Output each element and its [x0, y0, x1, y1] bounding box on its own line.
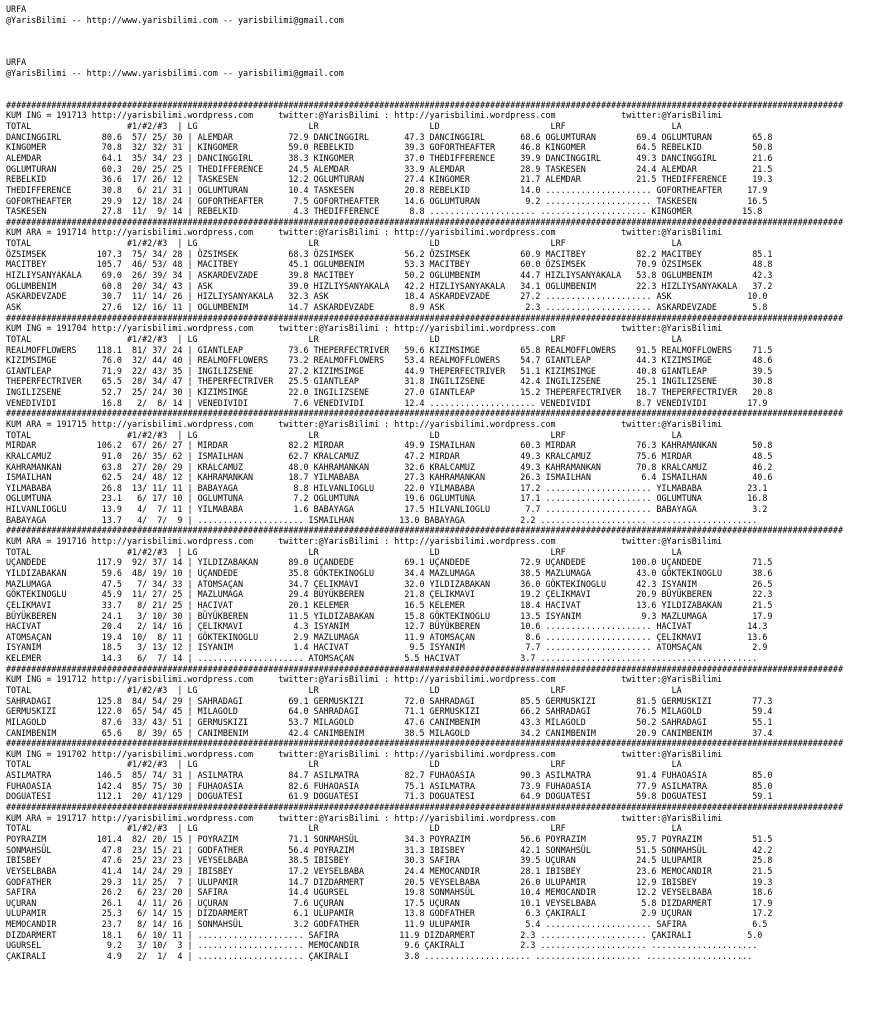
result-row: KAHRAMANKAN 63.8 27/ 20/ 29 | KRALCAMUZ 48.0 KAHRAMANKAN 32.6 KRALCAMUZ 49.3 KAHRAMANKAN 70.8 KRALCAMUZ 46.2 — [6, 461, 773, 472]
result-row: SAFIRA 26.2 6/ 23/ 20 | SAFIRA 14.4 UGURSEL 19.8 SONMAHSÜL 10.4 MEMOCANDIR 12.2 VEYSELBABA 18.6 — [6, 887, 773, 898]
result-row: UÇURAN 26.1 4/ 11/ 26 | UÇURAN 7.6 UÇURAN 17.5 UÇURAN 10.1 VEYSELBABA 5.8 DIZDARMERT 17.9 — [6, 897, 773, 908]
separator-line: ###################################################################################################################################################################### — [6, 216, 844, 227]
result-row: SAHRADAGI 125.8 84/ 54/ 29 | SAHRADAGI 69.1 GERMUSKIZI 72.0 SAHRADAGI 85.5 GERMUSKIZI 81.5 GERMUSKIZI 77.3 — [6, 695, 773, 706]
blank-line — [6, 89, 880, 100]
column-header-line: TOTAL #1/#2/#3 | LG LR LD LRF LA — [6, 685, 682, 695]
result-row: REBELKID 36.6 17/ 26/ 12 | TASKESEN 12.2 OGLUMTURAN 27.4 KINGOMER 21.7 ALEMDAR 21.5 THEDIFFERENCE 19.3 — [6, 174, 773, 185]
column-header-line: TOTAL #1/#2/#3 | LG LR LD LRF LA — [6, 121, 682, 132]
separator-line: ###################################################################################################################################################################### — [6, 663, 844, 674]
blank-line — [6, 47, 880, 58]
result-row: IBISBEY 47.6 25/ 23/ 23 | VEYSELBABA 38.5 IBISBEY 30.3 SAFIRA 39.5 UÇURAN 24.5 ULUPAMIR 25.8 — [6, 855, 773, 866]
column-header-line: TOTAL #1/#2/#3 | LG LR LD LRF LA — [6, 823, 682, 834]
blank-line — [6, 25, 880, 36]
result-row: MIRDAR 106.2 67/ 26/ 27 | MIRDAR 82.2 MIRDAR 49.9 ISMAILHAN 60.3 MIRDAR 76.3 KAHRAMANKAN 50.8 — [6, 440, 773, 451]
result-row: OGLUMTURAN 60.3 20/ 25/ 25 | THEDIFFERENCE 24.5 ALEMDAR 33.9 ALEMDAR 28.9 TASKESEN 24.4 ALEMDAR 21.5 — [6, 163, 773, 174]
result-row: GOFORTHEAFTER 29.9 12/ 18/ 24 | GOFORTHEAFTER 7.5 GOFORTHEAFTER 14.6 OGLUMTURAN 9.2 ..................... TASKESEN 16.5 — [6, 195, 768, 206]
result-row: CANIMBENIM 65.6 8/ 39/ 65 | CANIMBENIM 42.4 CANIMBENIM 38.5 MILAGOLD 34.2 CANIMBENIM 20.9 CANIMBENIM 37.4 — [6, 727, 773, 738]
result-row: MILAGOLD 87.6 33/ 43/ 51 | GERMUSKIZI 53.7 MILAGOLD 47.6 CANIMBENIM 43.3 MILAGOLD 50.2 SAHRADAGI 55.1 — [6, 716, 773, 727]
result-row: OGLUMBENIM 60.8 20/ 34/ 43 | ASK 39.0 HIZLIYSANYAKALA 42.2 HIZLIYSANYAKALA 34.1 OGLUMBENIM 22.3 HIZLIYSANYAKALA 37.2 — [6, 280, 773, 291]
result-row: BÜYÜKBEREN 24.1 3/ 10/ 30 | BÜYÜKBEREN 11.5 YILDIZABAKAN 15.8 GÖKTEKINOGLU 13.5 ISYANIM 9.3 MAZLUMAGA 17.9 — [6, 610, 773, 621]
result-row: UGURSEL 9.2 3/ 10/ 3 | ..................... MEMOCANDIR 9.6 ÇAKIRALI 2.3 ..................... ..................... — [6, 940, 758, 951]
result-row: ATOMSAÇAN 19.4 10/ 8/ 11 | GÖKTEKINOGLU 2.9 MAZLUMAGA 11.9 ATOMSAÇAN 8.6 ..................... ÇELIKMAVI 13.6 — [6, 631, 768, 642]
race-header-line: KUM ING = 191702 http://yarisbilimi.wordpress.com twitter:@YarisBilimi : http://yarisbilimi.wordpress.com twitter:@YarisBilimi — [6, 748, 722, 759]
result-row: OGLUMTUNA 23.1 6/ 17/ 10 | OGLUMTUNA 7.2 OGLUMTUNA 19.6 OGLUMTUNA 17.1 ..................... OGLUMTUNA 16.8 — [6, 493, 768, 504]
result-row: GODFATHER 29.3 11/ 25/ 7 | ULUPAMIR 14.7 DIZDARMERT 20.5 VEYSELBABA 26.0 ULUPAMIR 12.9 IBISBEY 19.3 — [6, 876, 773, 887]
race-header-line: KUM ING = 191704 http://yarisbilimi.wordpress.com twitter:@YarisBilimi : http://yarisbilimi.wordpress.com twitter:@YarisBilimi — [6, 323, 722, 334]
blank-line — [6, 36, 880, 47]
race-header-line: KUM ARA = 191716 http://yarisbilimi.wordpress.com twitter:@YarisBilimi : http://yarisbilimi.wordpress.com twitter:@YarisBilimi — [6, 536, 722, 547]
race-header-line: KUM ING = 191712 http://yarisbilimi.wordpress.com twitter:@YarisBilimi : http://yarisbilimi.wordpress.com twitter:@YarisBilimi — [6, 674, 722, 685]
result-row: DOGUATESI 112.1 20/ 41/129 | DOGUATESI 61.9 DOGUATESI 71.3 DOGUATESI 64.9 DOGUATESI 59.8 DOGUATESI 59.1 — [6, 791, 773, 802]
result-row: VENEDIVIDI 16.8 2/ 8/ 14 | VENEDIVIDI 7.6 VENEDIVIDI 12.4 ..................... VENEDIVIDI 8.7 VENEDIVIDI 17.9 — [6, 397, 768, 408]
result-row: TASKESEN 27.8 11/ 9/ 14 | REBELKID 4.3 THEDIFFERENCE 8.8 ..................... ..................... KINGOMER 15.8 — [6, 206, 763, 217]
result-row: HIZLIYSANYAKALA 69.0 26/ 39/ 34 | ASKARDEVZADE 39.8 MACITBEY 50.2 OGLUMBENIM 44.7 HIZLIYSANYAKALA 53.8 OGLUMBENIM 42.3 — [6, 270, 773, 281]
result-row: YILDIZABAKAN 59.6 48/ 19/ 10 | UÇANDEDE 35.8 GÖKTEKINOGLU 34.4 MAZLUMAGA 38.5 MAZLUMAGA 43.0 GÖKTEKINOGLU 38.6 — [6, 567, 773, 578]
column-header-line: TOTAL #1/#2/#3 | LG LR LD LRF LA — [6, 429, 682, 440]
result-row: GERMUSKIZI 122.0 65/ 54/ 45 | MILAGOLD 64.0 SAHRADAGI 71.1 GERMUSKIZI 66.2 SAHRADAGI 76.5 MILAGOLD 59.4 — [6, 706, 773, 717]
city-title: URFA — [6, 4, 27, 14]
result-row: HACIVAT 20.4 2/ 14/ 16 | ÇELIKMAVI 4.3 ISYANIM 12.7 BÜYÜKBEREN 10.6 ..................... HACIVAT 14.3 — [6, 621, 768, 632]
result-row: DANCINGGIRL 80.6 57/ 25/ 30 | ALEMDAR 72.9 DANCINGGIRL 47.3 DANCINGGIRL 68.6 OGLUMTURAN 69.4 OGLUMTURAN 65.8 — [6, 131, 773, 142]
result-row: POYRAZIM 101.4 82/ 20/ 15 | POYRAZIM 71.1 SONMAHSÜL 34.3 POYRAZIM 56.6 POYRAZIM 95.7 POYRAZIM 51.5 — [6, 833, 773, 844]
result-row: SONMAHSÜL 47.8 23/ 15/ 21 | GODFATHER 56.4 POYRAZIM 31.3 IBISBEY 42.1 SONMAHSÜL 51.5 SONMAHSÜL 42.2 — [6, 844, 773, 855]
result-row: ULUPAMIR 25.3 6/ 14/ 15 | DIZDARMERT 6.1 ULUPAMIR 13.8 GODFATHER 6.3 ÇAKIRALI 2.9 UÇURAN 17.2 — [6, 908, 773, 919]
result-row: GÖKTEKINOGLU 45.9 11/ 27/ 25 | MAZLUMAGA 29.4 BÜYÜKBEREN 21.8 ÇELIKMAVI 19.2 ÇELIKMAVI 20.9 BÜYÜKBEREN 22.3 — [6, 589, 773, 600]
race-header-line: KUM ARA = 191717 http://yarisbilimi.wordpress.com twitter:@YarisBilimi : http://yarisbilimi.wordpress.com twitter:@YarisBilimi — [6, 812, 722, 823]
result-row: ISYANIM 18.5 3/ 13/ 12 | ISYANIM 1.4 HACIVAT 9.5 ISYANIM 7.7 ..................... ATOMSAÇAN 2.9 — [6, 642, 768, 653]
race-header-line: KUM ARA = 191715 http://yarisbilimi.wordpress.com twitter:@YarisBilimi : http://yarisbilimi.wordpress.com twitter:@YarisBilimi — [6, 418, 722, 429]
column-header-line: TOTAL #1/#2/#3 | LG LR LD LRF LA — [6, 238, 682, 249]
result-row: KRALCAMUZ 91.0 26/ 35/ 62 | ISMAILHAN 62.7 KRALCAMUZ 47.2 MIRDAR 49.3 KRALCAMUZ 75.6 MIRDAR 48.5 — [6, 450, 773, 461]
result-row: YILMABABA 26.8 13/ 11/ 11 | BABAYAGA 8.8 HILVANLIOGLU 22.0 YILMABABA 17.2 ..................... YILMABABA 23.1 — [6, 482, 768, 493]
separator-line: ###################################################################################################################################################################### — [6, 99, 844, 110]
result-row: THEPERFECTRIVER 65.5 28/ 34/ 47 | THEPERFECTRIVER 25.5 GIANTLEAP 31.8 INGILIZSENE 42.4 INGILIZSENE 25.1 INGILIZSENE 30.8 — [6, 376, 773, 387]
result-row: KINGOMER 70.8 32/ 32/ 31 | KINGOMER 59.0 REBELKID 39.3 GOFORTHEAFTER 46.8 KINGOMER 64.5 REBELKID 50.8 — [6, 142, 773, 153]
result-row: ÇAKIRALI 4.9 2/ 1/ 4 | ..................... ÇAKIRALI 3.8 ..................... ..................... ..................... — [6, 951, 753, 962]
result-row: HILVANLIOGLU 13.9 4/ 7/ 11 | YILMABABA 1.6 BABAYAGA 17.5 HILVANLIOGLU 7.7 ..................... BABAYAGA 3.2 — [6, 504, 768, 515]
separator-line: ###################################################################################################################################################################### — [6, 408, 844, 419]
contact-line: @YarisBilimi -- http://www.yarisbilimi.com -- yarisbilimi@gmail.com — [6, 67, 344, 78]
result-row: BABAYAGA 13.7 4/ 7/ 9 | ..................... ISMAILHAN 13.0 BABAYAGA 2.2 ..................... ..................... — [6, 514, 758, 525]
result-row: UÇANDEDE 117.9 92/ 37/ 14 | YILDIZABAKAN 89.0 UÇANDEDE 69.1 UÇANDEDE 72.9 UÇANDEDE 100.0 UÇANDEDE 71.5 — [6, 557, 773, 568]
result-row: THEDIFFERENCE 30.8 6/ 21/ 31 | OGLUMTURAN 10.4 TASKESEN 20.8 REBELKID 14.0 ..................... GOFORTHEAFTER 17.9 — [6, 184, 768, 195]
race-header-line: KUM ARA = 191714 http://yarisbilimi.wordpress.com twitter:@YarisBilimi : http://yarisbilimi.wordpress.com twitter:@YarisBilimi — [6, 227, 722, 238]
column-header-line: TOTAL #1/#2/#3 | LG LR LD LRF LA — [6, 546, 682, 557]
result-row: REALMOFFLOWERS 118.1 81/ 37/ 24 | GIANTLEAP 73.6 THEPERFECTRIVER 59.6 KIZIMSIMGE 65.8 REALMOFFLOWERS 91.5 REALMOFFLOWERS 71.5 — [6, 344, 773, 355]
result-row: FUHAOASIA 142.4 85/ 75/ 30 | FUHAOASIA 82.6 FUHAOASIA 75.1 ASILMATRA 73.9 FUHAOASIA 77.9 ASILMATRA 85.0 — [6, 780, 773, 791]
result-row: GIANTLEAP 71.9 22/ 43/ 35 | INGILIZSENE 27.2 KIZIMSIMGE 44.9 THEPERFECTRIVER 51.1 KIZIMSIMGE 40.8 GIANTLEAP 39.5 — [6, 365, 773, 376]
result-row: ÖZSIMSEK 107.3 75/ 34/ 28 | ÖZSIMSEK 68.3 ÖZSIMSEK 56.2 ÖZSIMSEK 60.9 MACITBEY 82.2 MACITBEY 85.1 — [6, 248, 773, 259]
separator-line: ###################################################################################################################################################################### — [6, 802, 844, 813]
blank-line — [6, 78, 880, 89]
separator-line: ###################################################################################################################################################################### — [6, 738, 844, 749]
result-row: KIZIMSIMGE 76.0 32/ 44/ 40 | REALMOFFLOWERS 73.2 REALMOFFLOWERS 53.4 REALMOFFLOWERS 54.7 GIANTLEAP 44.3 KIZIMSIMGE 48.6 — [6, 355, 773, 366]
separator-line: ###################################################################################################################################################################### — [6, 312, 844, 323]
race-header-line: KUM ING = 191713 http://yarisbilimi.wordpress.com twitter:@YarisBilimi : http://yarisbilimi.wordpress.com twitter:@YarisBilimi — [6, 110, 722, 121]
column-header-line: TOTAL #1/#2/#3 | LG LR LD LRF LA — [6, 759, 682, 770]
result-row: DIZDARMERT 18.1 6/ 10/ 11 | ..................... SAFIRA 11.9 DIZDARMERT 2.3 ..................... ÇAKIRALI 5.0 — [6, 929, 763, 940]
result-row: ÇELIKMAVI 33.7 8/ 21/ 25 | HACIVAT 20.1 KELEMER 16.5 KELEMER 18.4 HACIVAT 13.6 YILDIZABAKAN 21.5 — [6, 599, 773, 610]
result-row: ALEMDAR 64.1 35/ 34/ 23 | DANCINGGIRL 38.3 KINGOMER 37.0 THEDIFFERENCE 39.9 DANCINGGIRL 49.3 DANCINGGIRL 21.6 — [6, 152, 773, 163]
result-row: ASILMATRA 146.5 85/ 74/ 31 | ASILMATRA 84.7 ASILMATRA 82.7 FUHAOASIA 90.3 ASILMATRA 91.4 FUHAOASIA 85.0 — [6, 770, 773, 781]
result-row: ISMAILHAN 62.5 24/ 48/ 12 | KAHRAMANKAN 18.7 YILMABABA 27.3 KAHRAMANKAN 26.3 ISMAILHAN 6.4 ISMAILHAN 40.6 — [6, 472, 773, 483]
result-row: MACITBEY 105.7 46/ 53/ 48 | MACITBEY 45.1 OGLUMBENIM 53.3 MACITBEY 60.0 ÖZSIMSEK 70.9 ÖZSIMSEK 48.8 — [6, 259, 773, 270]
result-row: ASKARDEVZADE 30.7 11/ 14/ 26 | HIZLIYSANYAKALA 32.3 ASK 18.4 ASKARDEVZADE 27.2 ..................... ASK 10.0 — [6, 291, 768, 302]
result-row: KELEMER 14.3 6/ 7/ 14 | ..................... ATOMSAÇAN 5.5 HACIVAT 3.7 ..................... ..................... — [6, 653, 758, 664]
result-row: VEYSELBABA 41.4 14/ 24/ 29 | IBISBEY 17.2 VEYSELBABA 24.4 MEMOCANDIR 28.1 IBISBEY 23.6 MEMOCANDIR 21.5 — [6, 865, 773, 876]
result-row: MAZLUMAGA 47.5 7/ 34/ 33 | ATOMSAÇAN 34.7 ÇELIKMAVI 32.0 YILDIZABAKAN 36.0 GÖKTEKINOGLU 42.3 ISYANIM 26.5 — [6, 578, 773, 589]
result-row: INGILIZSENE 52.7 25/ 24/ 30 | KIZIMSIMGE 22.0 INGILIZSENE 27.0 GIANTLEAP 15.2 THEPERFECTRIVER 18.7 THEPERFECTRIVER 20.8 — [6, 387, 773, 398]
result-row: MEMOCANDIR 23.7 8/ 14/ 16 | SONMAHSÜL 3.2 GODFATHER 11.9 ULUPAMIR 5.4 ..................... SAFIRA 6.5 — [6, 919, 768, 930]
separator-line: ###################################################################################################################################################################### — [6, 525, 844, 536]
city-title: URFA — [6, 57, 27, 68]
column-header-line: TOTAL #1/#2/#3 | LG LR LD LRF LA — [6, 333, 682, 344]
result-row: ASK 27.6 12/ 16/ 11 | OGLUMBENIM 14.7 ASKARDEVZADE 8.9 ASK 2.3 ..................... ASKARDEVZADE 5.8 — [6, 301, 768, 312]
contact-line: @YarisBilimi -- http://www.yarisbilimi.com -- yarisbilimi@gmail.com — [6, 14, 344, 25]
